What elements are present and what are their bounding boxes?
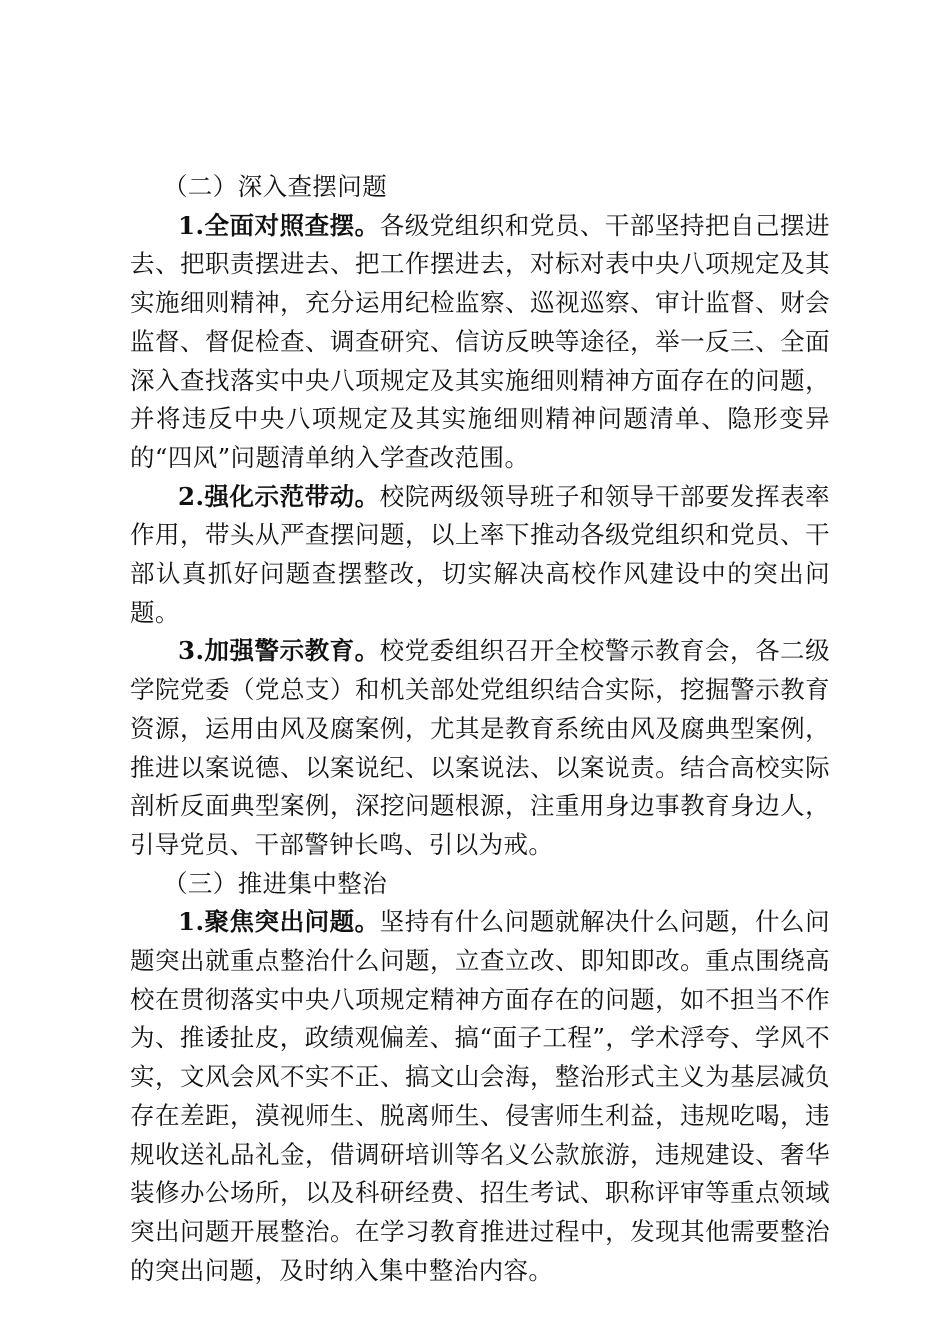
paragraph-lead: 2.强化示范带动。 bbox=[178, 481, 380, 511]
paragraph-lead: 3.加强警示教育。 bbox=[178, 636, 380, 666]
paragraph-text: 坚持有什么问题就解决什么问题，什么问题突出就重点整治什么问题，立查立改、即知即改。重点围绕高校在贯彻落实中央八项规定精神方面存在的问题，如不担当不作为、推诿扯皮，政绩观偏差、搞“面子工程”，学术浮夸、学风不实，文风会风不实不正、搞文山会海，整治形式主义为基层减负存在差距，漠视师生、脱离师生、侵害师生利益，违规吃喝，违规收送礼品礼金，借调研培训等名义公款旅游，违规建设、奢华装修办公场所，以及科研经费、招生考试、职称评审等重点领域突出问题开展整治。在学习教育推进过程中，发现其他需要整治的突出问题，及时纳入集中整治内容。 bbox=[130, 907, 830, 1285]
paragraph-lead: 1.聚焦突出问题。 bbox=[178, 907, 380, 937]
paragraph-warning-education bbox=[130, 632, 830, 864]
paragraph-text: 校党委组织召开全校警示教育会，各二级学院党委（党总支）和机关部处党组织结合实际，挖掘警示教育资源，运用由风及腐案例，尤其是教育系统由风及腐典型案例，推进以案说德、以案说纪、以案说法、以案说责。结合高校实际剖析反面典型案例，深挖问题根源，注重用身边事教育身边人，引导党员、干部警钟长鸣、引以为戒。 bbox=[130, 636, 830, 859]
paragraph-focus-problems bbox=[130, 903, 830, 1290]
document-body bbox=[130, 168, 830, 1290]
paragraph-text: 校院两级领导班子和领导干部要发挥表率作用，带头从严查摆问题，以上率下推动各级党组织和党员、干部认真抓好问题查摆整改，切实解决高校作风建设中的突出问题。 bbox=[130, 481, 830, 627]
paragraph-lead: 1.全面对照查摆。 bbox=[178, 210, 380, 240]
paragraph-demonstration bbox=[130, 478, 830, 633]
section-heading-3: （三）推进集中整治 bbox=[163, 868, 388, 898]
section-heading-2: （二）深入查摆问题 bbox=[163, 172, 388, 201]
paragraph-text: 各级党组织和党员、干部坚持把自己摆进去、把职责摆进去、把工作摆进去，对标对表中央八项规定及其实施细则精神，充分运用纪检监察、巡视巡察、审计监督、财会监督、督促检查、调查研究、信访反映等途径，举一反三、全面深入查找落实中央八项规定及其实施细则精神方面存在的问题，并将违反中央八项规定及其实施细则精神问题清单、隐形变异的“四风”问题清单纳入学查改范围。 bbox=[130, 210, 830, 472]
paragraph-comprehensive-check bbox=[130, 207, 830, 478]
